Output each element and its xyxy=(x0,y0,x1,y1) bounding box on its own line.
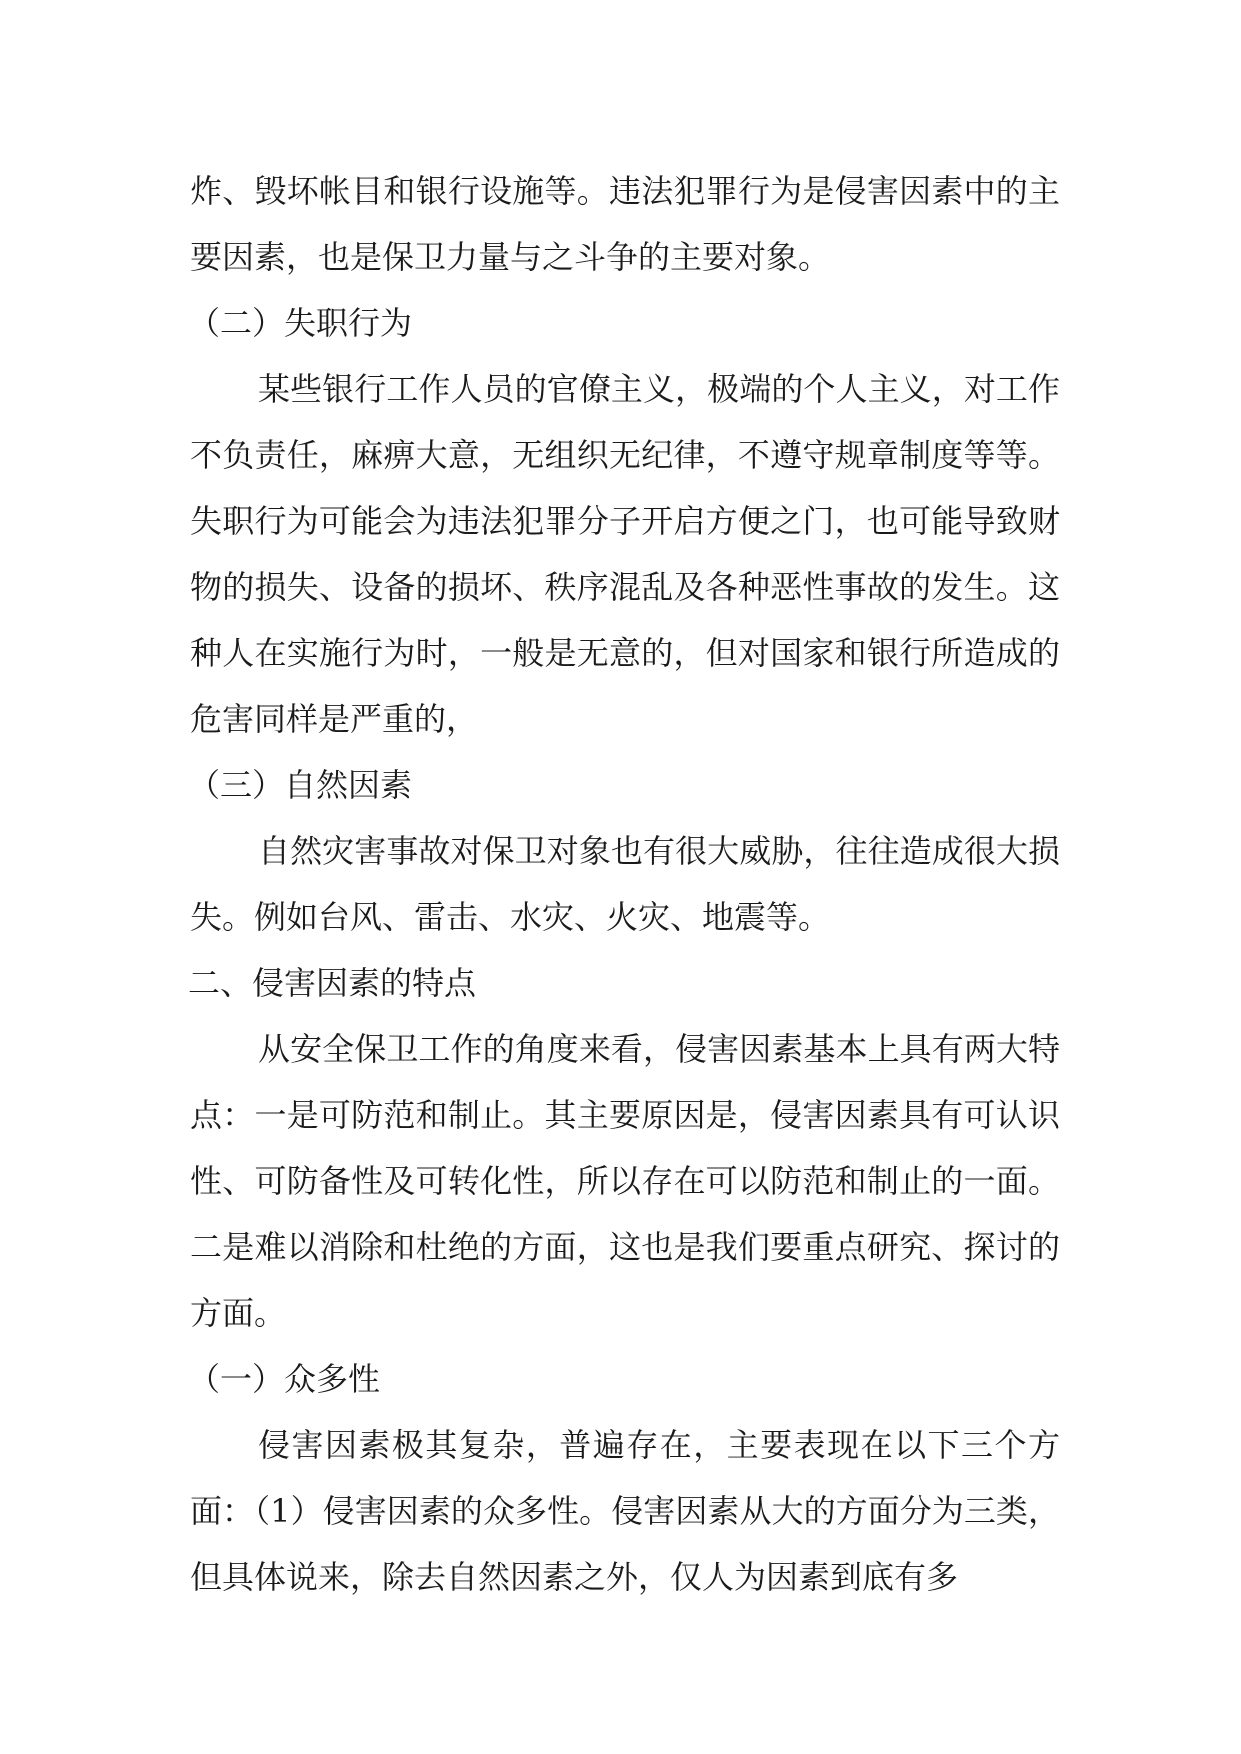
heading-multiplicity: （一）众多性 xyxy=(188,1360,381,1398)
paragraph-multiplicity: 侵害因素极其复杂，普遍存在，主要表现在以下三个方面：（1）侵害因素的众多性。侵害因素从大的方面分为三类，但具体说来，除去自然因素之外，仅人为因素到底有多 xyxy=(190,1426,1060,1596)
document-body xyxy=(190,158,1060,1610)
paragraph-characteristics: 从安全保卫工作的角度来看，侵害因素基本上具有两大特点：一是可防范和制止。其主要原因是，侵害因素具有可认识性、可防备性及可转化性，所以存在可以防范和制止的一面。二是难以消除和杜绝的方面，这也是我们要重点研究、探讨的方面。 xyxy=(190,1030,1060,1332)
paragraph-natural-factors: 自然灾害事故对保卫对象也有很大威胁，往往造成很大损失。例如台风、雷击、水灾、火灾、地震等。 xyxy=(190,832,1060,936)
heading-dereliction: （二）失职行为 xyxy=(188,304,413,342)
heading-characteristics: 二、侵害因素的特点 xyxy=(188,964,477,1002)
paragraph-dereliction: 某些银行工作人员的官僚主义，极端的个人主义，对工作不负责任，麻痹大意，无组织无纪律，不遵守规章制度等等。失职行为可能会为违法犯罪分子开启方便之门，也可能导致财物的损失、设备的损坏、秩序混乱及各种恶性事故的发生。这种人在实施行为时，一般是无意的，但对国家和银行所造成的危害同样是严重的， xyxy=(190,370,1060,738)
heading-natural-factors: （三）自然因素 xyxy=(188,766,413,804)
paragraph-intro: 炸、毁坏帐目和银行设施等。违法犯罪行为是侵害因素中的主要因素，也是保卫力量与之斗争的主要对象。 xyxy=(190,172,1060,276)
